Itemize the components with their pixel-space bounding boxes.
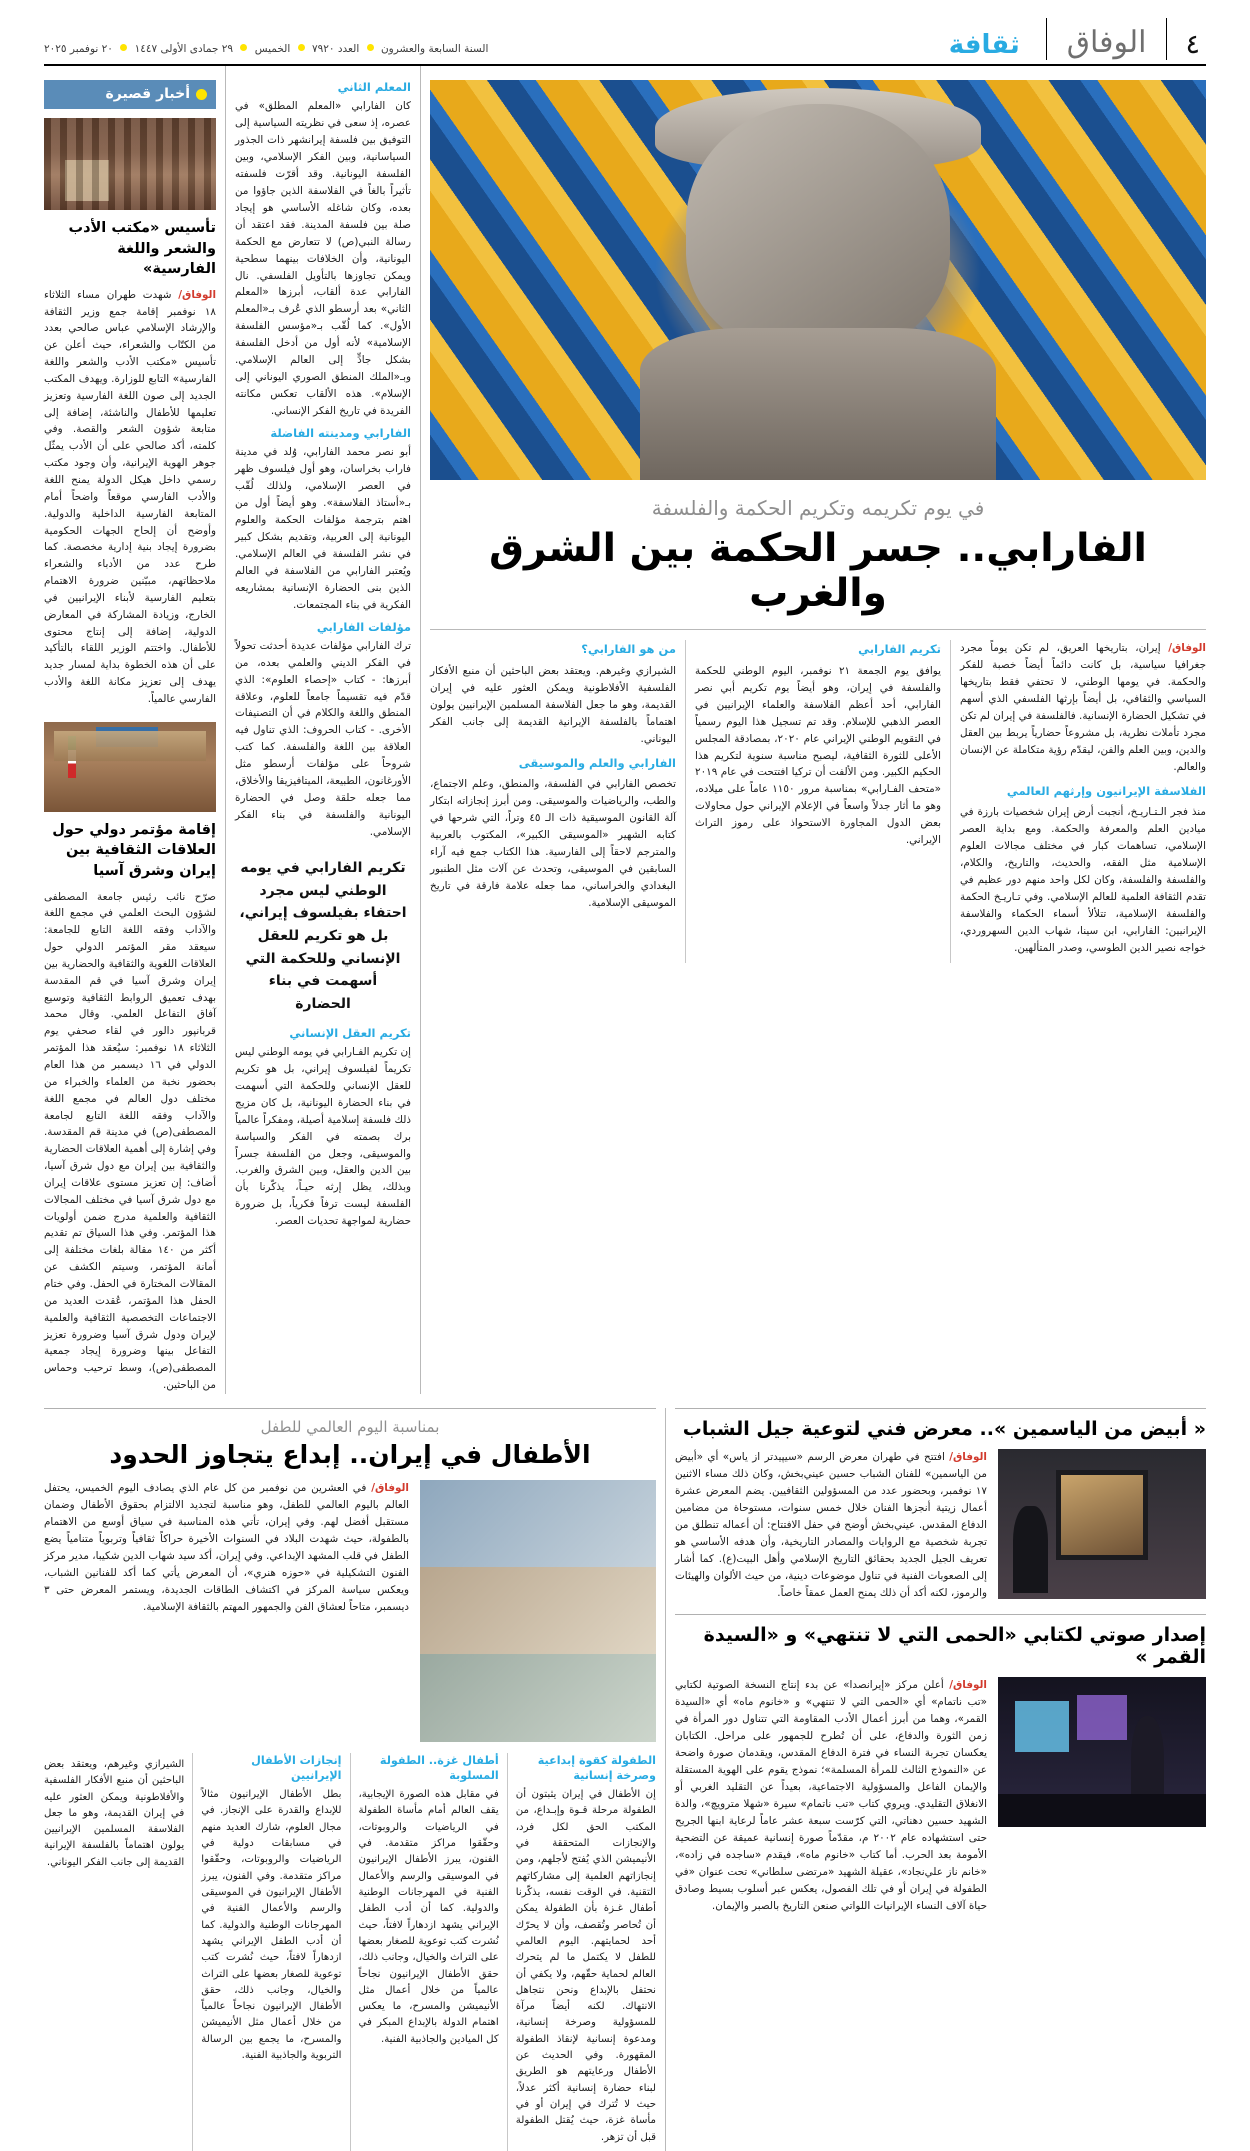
- hero-col-mid-subhead: تكريم الفارابي: [858, 642, 941, 656]
- children-lead-row: [44, 1480, 656, 1742]
- issue-year: السنة السابعة والعشرون: [380, 43, 489, 55]
- children-headline: الأطفال في إيران.. إبداع يتجاوز الحدود: [109, 1439, 591, 1469]
- hero-column-right: [960, 640, 1206, 963]
- children-rule: [44, 1408, 656, 1409]
- mid-subhead-1: المعلم الثاني: [337, 80, 411, 94]
- bullet-dot-icon: [120, 44, 127, 51]
- mid-subhead-4: تكريم العقل الإنساني: [289, 1025, 411, 1040]
- column-divider: [420, 66, 421, 1394]
- hero-column-separator: [685, 640, 686, 963]
- audiobook-image: [998, 1677, 1206, 1827]
- children-intro: في العشرين من نوفمبر من كل عام الذي يصادف اليوم الخميس، يحتفل العالم باليوم العالمي للطفل، وهو مناسبة لتجديد الالتزام بحقوق الأطفال وضمان مستقبل أفضل لهم. وفي إيران، تأتي هذه المناسبة في سياق أوسع من الاهتمام بالطفولة، حيث شهدت البلاد في السنوات الأخيرة حراكاً ثقافياً وتربوياً متنامياً يضع الطفل في قلب المشهد الإبداعي. وفي إيران، أكد سيد شهاب الدين شكيبا، مدير مركز الفنون التشكيلية في «حوزه هنري»، أن المعرض يأتي كما أكد للفنانين الشباب، ويعكس سياسة المركز في اكتشاف الطاقات الجديدة، ويستمر المعرض حتى ٣ ديسمبر، متاحاً لعشاق الفن والجمهور المهتم بالثقافة الإسلامية.: [44, 1481, 409, 1613]
- audiobook-lead-tag: الوفاق/: [949, 1679, 987, 1692]
- rail-lead-tag-1: الوفاق/: [178, 288, 217, 301]
- issue-number: العدد ٧٩٢٠: [311, 43, 360, 55]
- short-news-banner-label: أخبار قصيرة: [105, 86, 190, 102]
- hero-col-mid-p1: يوافق يوم الجمعة ٢١ نوفمبر، اليوم الوطني للحكمة والفلسفة في إيران، وهو أيضاً يوم تكريم أبي نصر الفارابي، أحد أعظم الفلاسفة والعلماء الإيرانيين في العصر الذهبي للإسلام. وقد تم تسجيل هذا اليوم رسمياً في التقويم الوطني الإيراني عام ٢٠٢٠، بمصادقة المجلس الأعلى للثورة الثقافية، ليصبح مناسبة سنوية لتكريم هذا الحكيم الكبير. ومن الألفت أن تركيا افتتحت في عام ٢٠١٩ «متحف الفـارابي» بمناسبة مرور ١١٥٠ عاماً على ميلاده، وهو ما أثار جدلاً واسعاً في الإعلام الإيراني حول محاولات بعض الدول المجاورة الاستحواذ على رموز التراث الإيراني.: [695, 664, 941, 847]
- hero-column-mid: [695, 640, 941, 963]
- right-news-blocks: [675, 1408, 1206, 2151]
- hero-article: [430, 66, 1206, 1394]
- rail-item-image-1: [44, 118, 216, 210]
- quad-separator: [350, 1753, 351, 2151]
- exhibition-headline: « أبيض من الياسمين ».. معرض فني لتوعية جيل الشباب: [682, 1417, 1206, 1440]
- children-intro-text: [44, 1480, 409, 1742]
- children-quad-body-3: بطل الأطفال الإيرانيون مثالاً للإبداع والقدرة على الإنجاز. في مجال العلوم، شارك العديد منهم في مسابقات دولية في الرياضيات والروبوتات، وحقّقوا مراكز متقدمة. وفي الفنون، يبرز الأطفال الإيرانيون في الموسيقى والرسم والأعمال الفنية في المهرجانات الوطنية والدولية. كما أن أدب الطفل الإيراني يشهد ازدهاراً لافتاً، حيث نُشرت كتب توعوية للصغار بعضها على التراث والخيال، وجانب ذلك، حقق الأطفال الإيرانيون نجاحاً عالمياً من خلال أعمال مثل الأنيميشن والمسرح، ما يجمع بين الرسالة التربوية والجاذبية الفنية.: [201, 1789, 342, 2062]
- bullet-dot-icon: [298, 44, 305, 51]
- mid-subhead-2: الفارابي ومدينته الفاضلة: [270, 426, 411, 441]
- issue-hijri-date: ٢٩ جمادى الأولى ١٤٤٧: [134, 43, 234, 55]
- rail-item-image-2: [44, 722, 216, 812]
- mid-paragraph-2: أبو نصر محمد الفارابي، وُلد في مدينة فاراب بخراسان، وهو أول فيلسوف ظهر في العصر الإسلامي، ولذلك لُقّب بـ«أستاذ الفلاسفة». وهو أيضاً أول من اهتم بترجمة مؤلفات الحكمة والعلوم اليونانية إلى العربية، وتقديم بشكل كبير في نشر الفلسفة في العالم الإسلامي. ويُعتبر الفارابي من الفلاسفة في العالم الذين بنى الحضارة الإنسانية بمشاريعه الفكرية في بناء المجتمعات.: [235, 446, 411, 611]
- masthead-divider-2: [1046, 18, 1047, 60]
- children-quad-columns: [44, 1753, 656, 2151]
- block-rule: [675, 1408, 1206, 1409]
- masthead-issue-info: [44, 43, 927, 60]
- quad-separator: [507, 1753, 508, 2151]
- audiobook-text: [675, 1677, 987, 1914]
- exhibition-body: افتتح في طهران معرض الرسم «سيپيدتر از ياس» أي «أبيض من الياسمين» للفنان الشباب حسين عيني‌بخش، وكان ذلك مساء الاثنين ١٧ نوفمبر، وبحضور عدد من المسؤولين الثقافيين. يضم المعرض عشرة أعمال زيتية أنجزها الفنان خلال خمس سنوات، مستوحاة من مضامين الدفاع المقدس. عيني‌بخش أوضح في حفل الافتتاح: أن أعماله تنطلق من تجربة شخصية مع الروايات والمصادر التاريخية، وأن هدفه الأساسي هو تعريف الجيل الجديد بحقائق التاريخ الإسلامي وأهل البيت(ع). كما أشار إلى الصعوبات الفنية في تناول موضوعات دينية، من حيث الألوان والهيئات والرموز، لكنه أكد أن ذلك يمنح العمل عمقاً خاصاً.: [675, 1450, 987, 1599]
- mid-paragraph-3: ترك الفارابي مؤلفات عديدة أحدثت تحولاً في الفكر الديني والعلمي بعده، من أبرزها: - كتاب «إحصاء العلوم»: الذي قدّم فيه تقسيماً جامعاً للعلوم، وعلاقة المنطق واللغة والكلام في أن التصنيفات الأخرى. - كتاب الحروف: الذي تناول فيه العلاقة بين اللغة والفلسفة. كما كتب شروحاً على مؤلفات أرسطو مثل الأورغانون، الطبيعة، الميتافيزيقا والأخلاق، مما جعله حلقة وصل في الحضارة اليونانية والفلسفة في بناء الفكر الإسلامي.: [235, 639, 411, 839]
- rail-item-text-1: شهدت طهران مساء الثلاثاء ١٨ نوفمبر إقامة جمع وزير الثقافة والإرشاد الإسلامي عباس صالحي بعدد من الكتّاب والشعراء، حيث أعلن عن تأسيس «مكتب الأدب والشعر واللغة الفارسية» التابع للوزارة. ويهدف المكتب الجديد إلى صون اللغة الفارسية وتعزيز تعليمها للأطفال والناشئة، إضافة إلى متابعة شؤون الشعر والقصة. وفي كلمته، أكد صالحي على أن الأدب يمثّل جوهر الهوية الإيرانية، وأن وجود مكتب رسمي داخل هيكل الدولة يمنح اللغة والأدب الفارسي موقعاً واضحاً أمام المتابعة الفارسية الداخلية والدولية. وأوضح أن إلحاح الجهات الحكومية بضرورة إيجاد بنية إدارية مخصصة. كما طرح عدد من الأدباء والشعراء ملاحظاتهم، مبيّنين ضرورة الاهتمام بتعليم الفارسية لأبناء الإيرانيين في الخارج، وزيادة المشاركة في المعارض الدولية، إضافة إلى إنتاج محتوى للأطفال. واختتم الوزير اللقاء بالتأكيد على أن هذه الخطوة بداية لمسار جديد يهدف إلى تعزيز مكانة اللغة والأدب الفارسي عالمياً.: [44, 288, 216, 705]
- exhibition-image: [998, 1449, 1206, 1599]
- quad-separator: [192, 1753, 193, 2151]
- rail-item-headline-1: تأسيس «مكتب الأدب والشعر واللغة الفارسية»: [68, 220, 216, 278]
- audiobook-body: أعلن مركز «إيرانصدا» عن بدء إنتاج النسخة الصوتية لكتابي «تب ناتمام» أي «الحمى التي لا تنتهي» و «خانوم ماه» أي «السيدة القمر»، وهما من أبرز أعمال الأدب المقاومة التي تتناول دور المرأة في زمن الثورة والدفاع، على أن تُطرح للجمهور على مراحل. الكتابان يعكسان تجربة النساء في فترة الدفاع المقدس، ويقدمان صورة واضحة عن «النموذج الثالث للمرأة المسلمة»؛ نموذج يقوم على الهوية المستقلة والإيمان الفاعل والمسؤولية الاجتماعية، بعيداً عن التقليد الغربي أو الانغلاق التقليدي. ويروي كتاب «تب ناتمام» سيرة «شهلا مترويچ»، والدة الشهيد حسين دهناتي، التي كرّست سبعة عشر عاماً لرعاية ابنها الجريح حتى استشهاده عام ٢٠٠٢ م، مقدّماً صورة إنسانية عميقة عن التضحية الأمومة بعد الحرب. أما كتاب «خانوم ماه»، فيقدم «ساجده في زاده»، «خانم ناز علي‌نجاد»، عقيلة الشهيد «مرتضى سلطاني» تحت عنوان «في الطفولة في إيران أو في تلك الفصول، يعكس عبر أسلوب بسيط وصادق حياة آلاف النساء الإيرانيات اللواتي صنعن التاريخ بالصبر والإيمان.: [675, 1679, 987, 1912]
- hero-columns: [430, 640, 1206, 963]
- audiobook-block: [675, 1614, 1206, 1914]
- newspaper-brand: الوفاق: [1066, 25, 1147, 60]
- hero-col-right-p1: إيران، بتاريخها العريق، لم تكن يوماً مجرد جغرافيا سياسية، بل كانت دائماً أيضاً خصبة للفكر والحكمة. في يومها الوطني، لا تحتفي فقط بتاريخها السياسي والثقافي، بل أيضاً بإرثها الفلسفي الذي أسهم في تشكيل الحضارة الإنسانية. فالفلسفة في إيران لم تكن مجرد تأملات نظرية، بل مشروعاً حضارياً يربط بين العقل والدين، وبين العلم والفن، ليقدّم رؤية متكاملة عن الإنسان والعالم.: [960, 642, 1206, 773]
- children-kicker: بمناسبة اليوم العالمي للطفل: [260, 1417, 440, 1436]
- audiobook-headline: إصدار صوتي لكتابي «الحمى التي لا تنتهي» و «السيدة القمر »: [703, 1624, 1206, 1669]
- children-quad-title-2: أطفال غزة.. الطفولة المسلوبة: [379, 1753, 499, 1782]
- hero-image: [430, 80, 1206, 480]
- block-rule: [675, 1614, 1206, 1615]
- exhibition-text: [675, 1449, 987, 1602]
- rail-item-body-2: صرّح نائب رئيس جامعة المصطفى لشؤون البحث العلمي في مجمع اللغة والآداب وفقه اللغة التابع للجامعة: سيعقد مقر المؤتمر الدولي حول العلاقات اللغوية والثقافية والحضارية بين إيران وشرق آسيا في قم المقدسة بهدف تعميق الروابط الثقافية وتوسيع آفاق التفاعل العلمي. وقال محمد قربانپور دالور في لقاء صحفي يوم الثلاثاء ١٨ نوفمبر: سيُعقد هذا المؤتمر الدولي في ١٦ ديسمبر من هذا العام بحضور نخبة من العلماء والخبراء من مختلف دول العالم في مجمع اللغة والآداب وفقه اللغة التابع لجامعة المصطفى(ص) في مدينة قم المقدسة. وفي إشارة إلى أهمية العلاقات الحضارية والثقافية بين إيران مع دول شرق آسيا، أضاف: إن تعزيز مستوى علاقات إيران مع دول شرق آسيا في مختلف المجالات الثقافية والعلمية مدرج ضمن أولويات هذا المؤتمر. وفي هذا السياق تم تقديم أكثر من ١٤٠ مقالة بلغات مختلفة إلى أمانة المؤتمر، وسيتم الكشف عن المقالات المختارة في الحفل. وفي ختام الحفل هذا المؤتمر، عُقدت العديد من الاجتماعات التخصصية الثقافية والعلمية لإيران ودول شرق آسيا وضرورة تعزيز التفاعل بينها وضرورة إيجاد جمعية المصطفى(ص)، وسط ترحيب وحماس من الباحثين.: [44, 890, 217, 1392]
- hero-col-left-p2: تخصص الفارابي في الفلسفة، والمنطق، وعلم الاجتماع، والطب، والرياضيات والموسيقى. ومن أبرز إنجازاته ابتكار آلة القانون الموسيقية ذات الـ ٤٥ وتراً، التي شرحها في كتابه الشهير «الموسيقى الكبير»، المكتوب بالعربية والمترجم لاحقاً إلى الفارسية. هذا الكتاب جمع فيه آراء السابقين في الموسيقى، وتحدث عن آلات مثل الطنبور البغدادي والخراساني، مما جعله علامة فارقة في تاريخ الموسيقى الإسلامية.: [430, 778, 676, 909]
- rail-item-body-1: [44, 287, 216, 708]
- hero-col-left-subhead: من هو الفارابي؟: [581, 642, 676, 656]
- hero-rule: [430, 629, 1206, 630]
- hero-col-left-subhead-2: الفارابي والعلم والموسيقى: [518, 755, 676, 770]
- rail-item-headline-2: إقامة مؤتمر دولي حول العلاقات الثقافية بين إيران وشرق آسيا: [52, 821, 216, 879]
- children-lead-tag: الوفاق/: [371, 1481, 409, 1494]
- lower-grid: [44, 1408, 1206, 2151]
- children-section: [44, 1408, 656, 2151]
- banner-dot-icon: [196, 89, 207, 100]
- masthead: [44, 0, 1206, 60]
- masthead-divider-1: [1166, 18, 1167, 60]
- hero-headline: الفارابي.. جسر الحكمة بين الشرق والغرب: [489, 526, 1147, 616]
- bullet-dot-icon: [240, 44, 247, 51]
- children-quad-title-3: إنجازات الأطفال الإيرانيين: [251, 1753, 342, 1782]
- pull-quote: تكريم الفارابي في يومه الوطني ليس مجرد احتفاء بفيلسوف إيراني، بل هو تكريم للعقل الإنساني وللحكمة التي أسهمت في بناء الحضارة: [239, 860, 407, 1013]
- children-quad-body-1: إن الأطفال في إيران يثبتون أن الطفولة مرحلة قـوة وإبـداع، من المكتب الحق لكل فرد، والإنجازات المتحققة في الأنيميشن الذي يُفتح لأجلهم، ومن إنجازاتهم العلمية إلى مشاركاتهم التقنية. في الوقت نفسه، يذكّرنا أطفال غـزة بأن الطفولة يمكن أن تُحاصر وتُقصف، وأن لا يحرّك أحد لحمايتهم. اليوم العالمي للطفل لا يكتمل ما لم يتحرك العالم لحماية حقّهم، ولا يكفي أن نحتفل بالإبداع ونحن نتجاهل الانتهاك. لكنه أيضاً مرآة للمسؤولية وصرخة إنسانية، ومدعوة إنسانية لإنقاذ الطفولة المقهورة. وفي الحديث عن الأطفال ورعايتهم هو الطريق لبناء حضارة إنسانية أكثر عدلاً، حيث لا تُترك في إيران أو في مأساة غزة، حيث يُقتل الطفولة قبل أن تزهر.: [515, 1789, 656, 2143]
- hero-column-separator: [950, 640, 951, 963]
- short-news-rail: [44, 66, 216, 1394]
- children-quad-2: [359, 1753, 499, 2151]
- hero-lead-tag: الوفاق/: [1168, 642, 1206, 654]
- section-label: ثقافة: [948, 30, 1020, 60]
- mid-paragraph-4: إن تكريم الفـارابي في يومه الوطني ليس تكريماً لفيلسوف إيراني، بل هو تكريم للعقل الإنساني وللحكمة التي أسهمت في بناء الحضارة اليونانية، بل كان مزيج ذلك فلسفة إسلامية أصيلة، ومفكراً عالمياً برك بصمته في الفكر والسياسة والموسيقى، وجعل من الفلسفة جسراً بين الدين والعقل، وبين الشرق والغرب. وبذلك، يظل إرثه حيـاً، يذكّرنا بأن الفلسفة ليست ترفاً فكرياً، بل ضرورة حضارية لمواجهة تحديات العصر.: [235, 1045, 411, 1228]
- hero-col-right-p2: منذ فجر الـتـاريـخ، أنجبت أرض إيران شخصيات بارزة في ميادين العلم والمعرفة والحكمة. ومع بداية العصر الإسلامي، تساهمات كبار في مختلف مجالات العلوم الإسلامية مثل الفقه، والحديث، والتاريخ، والكلام، والفلسفة والفلسفة، وكان لكل واحد منهم دور عظيم في تقدم الثقافة العلمية للعالم الإسلامي. وفي تـاريـخ الحكمة والفلسفة الإسلامية، تتلألأ أسماء الحكماء والفلاسفة الإيرانيين: الفارابي، ابن سينا، شهاب الدين السهروردي، خواجه نصير الدين الطوسي، وصدر المتألهين.: [960, 806, 1206, 954]
- column-divider: [225, 66, 226, 1394]
- children-quad-title-1: الطفولة كقوة إبداعية وصرخة إنسانية: [537, 1753, 656, 1782]
- farabi-side-column: [235, 66, 411, 1394]
- children-quad-4: [44, 1753, 184, 2151]
- hero-col-left-p1: الشيرازي وغيرهم. ويعتقد بعض الباحثين أن منبع الأفكار الفلسفية الأفلاطونية ويمكن العثور عليه في إيران القديمة، وهو ما جعل الفلاسفة المسلمين الإيرانيين يولون اهتماماً بالفلسفة الإيرانية القديمة إلى جانب الفكر اليوناني.: [430, 664, 676, 745]
- issue-weekday: الخميس: [254, 43, 291, 55]
- hero-column-left: [430, 640, 676, 963]
- hero-kicker: في يوم تكريمه وتكريم الحكمة والفلسفة: [651, 496, 985, 520]
- mid-subhead-3: مؤلفات الفارابي: [316, 619, 411, 634]
- children-quad-3: [201, 1753, 341, 2151]
- exhibition-block: [675, 1408, 1206, 1602]
- children-image: [420, 1480, 656, 1742]
- bullet-dot-icon: [367, 44, 374, 51]
- mid-paragraph-1: كان الفارابي «المعلم المطلق» في عصره، إذ سعى في نظريته السياسية إلى التوفيق بين فلسفة إيرانشهر ذات الجذور السياسانية، وبين الفكر الإسلامي، وبين الفلسفة اليونانية. وقد أقرّت فلسفته تأثيراً بالغاً في الفلاسفة الذين جاؤوا من بعده، وكان شاغله الأساسي هو إيجاد صلة بين فلسفة المدينة. فقد اعتقد أن رسالة النبي(ص) لا تتعارض مع الحكمة اليونانية، وأن الخلافات بينهما سطحية ويمكن تجاوزها بالتأويل الفلسفي. نال الفارابي عدة ألقاب، أبرزها «المعلم الثاني» بعد أرسطو الذي عُرف بـ«المعلم الأول». كما لُقّب بـ«مؤسس الفلسفة الإسلامية» لأنه أول من أدخل الفلسفة بشكل جادٍّ إلى العالم الإسلامي. وبـ«الملك المنطق الصوري اليوناني إلى الإسلام». هذه الألقاب تعكس مكانته الفريدة في تاريخ الفكر الإنساني.: [235, 100, 411, 418]
- exhibition-lead-tag: الوفاق/: [949, 1450, 987, 1463]
- hero-col-right-subhead: الفلاسفة الإيرانيون وإرثهم العالمي: [1006, 783, 1206, 798]
- lower-divider: [665, 1408, 666, 2151]
- children-quad-1: [516, 1753, 656, 2151]
- top-grid: [44, 66, 1206, 1394]
- short-news-banner: [44, 80, 216, 109]
- children-quad-body-2: في مقابل هذه الصورة الإيجابية، يقف العالم أمام مأساة الطفولة في الرياضيات والروبوتات، وحقّقوا مراكز متقدمة. في الفنون، يبرز الأطفال الإيرانيون في الموسيقى والرسم والأعمال الفنية في المهرجانات الوطنية والدولية. كما أن أدب الطفل الإيراني يشهد ازدهاراً لافتاً، حيث نُشرت كتب توعوية للصغار بعضها على التراث والخيال، وجانب ذلك، حقق الأطفال الإيرانيون نجاحاً عالمياً من خلال أعمال مثل الأنيميشن والمسرح، ما يعكس اهتمام الدولة بالإبداع المبكر في كل الميادين والجاذبية الفنية.: [358, 1789, 499, 2045]
- page-number: ٤: [1185, 29, 1200, 60]
- children-quad-body-4: الشيرازي وغيرهم، ويعتقد بعض الباحثين أن منبع الأفكار الفلسفية والأفلاطونية ويمكن العثور عليه في إيران القديمة، وهو ما جعل الفلاسفة المسلمين الإيرانيين يولون اهتماماً بالفلسفة الإيرانية القديمة إلى جانب الفكر اليوناني.: [44, 1758, 185, 1868]
- issue-gregorian-date: ٢٠ نوفمبر ٢٠٢٥: [44, 43, 113, 55]
